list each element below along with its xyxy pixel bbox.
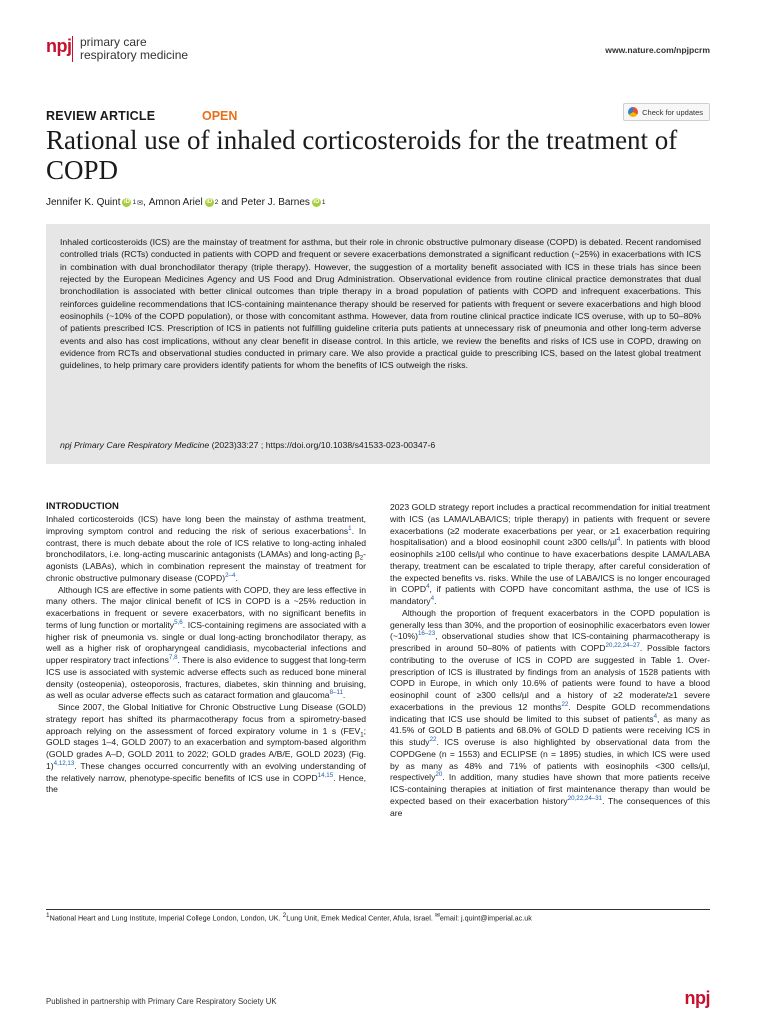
body-paragraph: Inhaled corticosteroids (ICS) have long been the mainstay of asthma treatment, improving symptom control and reducing the risk of serious exacerbations$^1$. In contrast, there is much debate about the role of ICS relative to long-acting inhaled bronchodilators, i.e. long-acting muscarinic antagonists (LAMAs) and long-acting $\beta_2$-agonists (LABAs), which in combination represent the mainstay of treatment for chronic obstructive pulmonary disease (COPD)$^{2-4}$. — [46, 514, 366, 583]
body-column-left — [46, 514, 366, 796]
npj-footer-logo: npj — [684, 988, 710, 1008]
author-separator: , — [142, 197, 146, 208]
author-name[interactable]: Peter J. Barnes — [241, 197, 310, 208]
author-name[interactable]: Jennifer K. Quint — [46, 197, 121, 208]
article-type-label: REVIEW ARTICLE — [46, 109, 156, 123]
journal-name-line-2: respiratory medicine — [80, 48, 189, 62]
open-access-label: OPEN — [202, 109, 238, 123]
orcid-icon[interactable]: iD — [206, 199, 213, 205]
author-name[interactable]: Amnon Ariel — [148, 197, 203, 208]
body-paragraph: Since 2007, the Global Initiative for Chronic Obstructive Lung Disease (GOLD) strategy report has shifted its pharmacotherapy focus from a spirometry-based approach relying on the assessment of forced expiratory volume in 1 s ($FEV_1$; GOLD stages 1–4, GOLD 2007) to an exacerbation and symptom-based algorithm (GOLD grades A–D, GOLD 2011 to 2022; GOLD grades A/B/E, GOLD 2023) (Fig. 1)$^{4,12,13}$. These changes occurred concurrently with an evolving understanding of the relatively narrow, phenotype-specific benefits of ICS use in COPD$^{14,15}$. Hence, the — [46, 702, 366, 795]
affiliations-footnote: $^1$National Heart and Lung Institute, Imperial College London, London, UK. $^2$Lung Unit, Emek Medical Center, Afula, Israel. ✉email: j.quint@imperial.ac.uk — [46, 912, 532, 923]
journal-name — [80, 36, 188, 62]
body-paragraph: Although the proportion of frequent exacerbators in the COPD population is generally less than 30%, and the proportion of eosinophilic exacerbators even lower (~10%)$^{16-23}$, observational studies show that ICS-containing pharmacotherapy is prescribed in around 50–80% of patients with COPD$^{20,22,24-27}$. Possible factors contributing to the overuse of ICS in COPD are suggested in Table 1. Over-prescription of ICS is illustrated by findings from an analysis of 1528 patients with COPD in Europe, in which only 10.6% of patients were found to have a blood eosinophil count of ≥300 cells/µl and a history of ≥2 moderate/≥1 severe exacerbations in the previous 12 months$^{22}$. Despite GOLD recommendations indicating that ICS use should be limited to this subset of patients$^4$, as many as 41.5% of GOLD B patients and 68.0% of GOLD D patients were receiving ICS in this study$^{22}$. ICS overuse is also highlighted by observational data from the COPDGene (n = 1553) and ECLIPSE (n = 1895) studies, in which ICS were used by as many as 48% and 71% of patients with eosinophils <300 cells/µl, respectively$^{20}$. In addition, many studies have shown that more patients receive ICS-containing therapies at initiation of first maintenance therapy than would be expected based on their exacerbation history$^{20,22,24-31}$. The consequences of this are — [390, 607, 711, 818]
journal-name-line-1: primary care — [80, 35, 147, 49]
check-for-updates-label: Check for updates — [642, 107, 703, 117]
author-list: Jennifer K. Quint iD 1 ✉ , Amnon Ariel iD 2 and Peter J. Barnes iD 1 — [46, 197, 326, 208]
citation-journal: npj Primary Care Respiratory Medicine — [60, 440, 210, 450]
abstract-text: Inhaled corticosteroids (ICS) are the mainstay of treatment for asthma, but their role in chronic obstructive pulmonary disease (COPD) is debated. Recent randomised controlled trials (RCTs) conducted in patients with COPD and frequent or severe exacerbations demonstrated a significant reduction (~25%) in exacerbations with ICS in combination with dual bronchodilator therapy (triple therapy). However, the suggestion of a mortality benefit associated with ICS in these trials has since been rejected by the European Medicines Agency and US Food and Drug Administration. Observational evidence from routine clinical practice demonstrates that dual bronchodilation is associated with better clinical outcomes than triple therapy in a broad population of patients with COPD and infrequent exacerbations. This reinforces guideline recommendations that ICS-containing maintenance therapy should be reserved for patients with frequent or severe exacerbations and high blood eosinophils (~10% of the COPD population), or those with concomitant asthma. However, data from routine clinical practice indicate ICS overuse, with up to 50–80% of patients prescribed ICS. Prescription of ICS in patients not fulfilling guideline criteria puts patients at unnecessary risk of pneumonia and other long-term adverse events and also has cost implications, without any clear benefit in disease control. In this article, we review the benefits and risks of ICS use in COPD, drawing on evidence from RCTs and observational studies conducted in primary care. We also provide a practical guide to prescribing ICS, based on the latest global treatment guidelines, to help primary care providers identify patients for whom the benefits of ICS outweigh the risks. — [60, 237, 701, 371]
logo-separator — [72, 36, 73, 62]
crossmark-icon — [628, 107, 638, 117]
introduction-heading: INTRODUCTION — [46, 501, 119, 512]
email-link[interactable]: email: j.quint@imperial.ac.uk — [439, 913, 532, 923]
body-column-right — [390, 502, 710, 819]
citation-doi-link[interactable]: (2023)33:27 ; https://doi.org/10.1038/s41533-023-00347-6 — [209, 440, 436, 450]
orcid-icon[interactable]: iD — [313, 199, 320, 205]
orcid-icon[interactable]: iD — [123, 199, 130, 205]
publisher-note: Published in partnership with Primary Care Respiratory Society UK — [46, 997, 277, 1006]
footnote-divider — [46, 909, 710, 910]
body-paragraph: Although ICS are effective in some patients with COPD, they are less effective in many others. The major clinical benefit of ICS in COPD is a ~25% reduction in exacerbations in frequent or severe exacerbators, with no significant benefits in terms of lung function or mortality$^{5,6}$. ICS-containing regimens are associated with a higher risk of pneumonia vs. single or dual long-acting bronchodilator therapy, as well as a higher risk of oropharyngeal candidiasis, mycobacterial infections and upper respiratory tract infections$^{7,8}$. There is also evidence to suggest that long-term ICS use is associated with systemic adverse effects such as reduced bone mineral density (osteopenia), osteoporosis, fractures, diabetes, skin thinning and bruising, as well as ocular adverse effects such as cataract formation and glaucoma$^{8-11}$. — [46, 584, 366, 701]
body-paragraph: 2023 GOLD strategy report includes a practical recommendation for initial treatment with ICS (as LAMA/LABA/ICS; triple therapy) in patients with frequent or severe exacerbations (≥2 moderate exacerbations per year, or ≥1 exacerbation requiring hospitalisation) and a blood eosinophil count ≥300 cells/µl$^4$. In patients with blood eosinophils ≥100 cells/µl who continue to have exacerbations despite LAMA/LABA therapy, treatment can be escalated to triple therapy, after careful consideration of the expected benefits vs. risks. While the use of LABA/ICS is no longer encouraged in COPD$^4$, if patients with COPD have concomitant asthma, the use of ICS is mandatory$^4$. — [390, 502, 711, 606]
journal-url-link[interactable]: www.nature.com/npjpcrm — [605, 45, 710, 55]
article-title: Rational use of inhaled corticosteroids for the treatment of COPD — [46, 125, 678, 185]
author-connector: and — [221, 197, 238, 208]
email-icon[interactable]: ✉ — [137, 199, 143, 207]
check-for-updates-button[interactable] — [623, 103, 710, 121]
article-citation — [60, 440, 435, 450]
email-icon: ✉ — [434, 913, 440, 919]
npj-logo: npj — [46, 36, 72, 56]
